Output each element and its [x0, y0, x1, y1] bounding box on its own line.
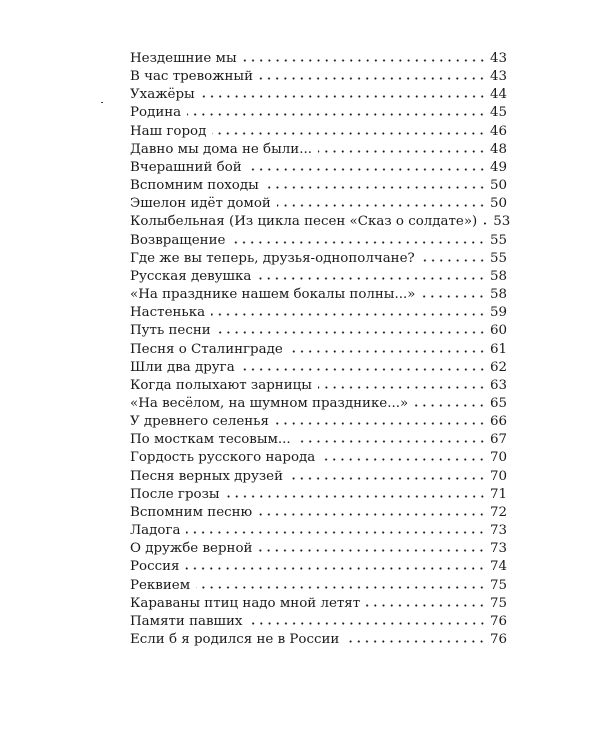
toc-entry-title: У древнего селенья — [130, 414, 269, 430]
toc-dot-leader — [249, 622, 487, 625]
toc-dot-leader — [277, 204, 486, 207]
toc-entry-page: 66 — [489, 414, 507, 430]
toc-entry-page: 58 — [489, 268, 507, 284]
toc-entry-title: Родина — [130, 105, 182, 121]
toc-entry-title: «На празднике нашем бокалы полны...» — [130, 287, 416, 303]
toc-dot-leader — [289, 350, 486, 353]
toc-entry-title: Шли два друга — [130, 359, 235, 375]
toc-entry-page: 59 — [489, 305, 507, 321]
toc-entry-title: Давно мы дома не были... — [130, 141, 312, 157]
toc-entry-page: 67 — [489, 432, 507, 448]
toc-entry-title: Вспомним походы — [130, 178, 259, 194]
toc-dot-leader — [257, 277, 486, 280]
toc-entry-page: 61 — [489, 341, 507, 357]
toc-dot-leader — [421, 295, 486, 298]
toc-entry — [130, 431, 507, 449]
toc-dot-leader — [196, 586, 486, 589]
toc-entry — [130, 413, 507, 431]
toc-entry-title: Когда полыхают зарницы — [130, 377, 312, 393]
toc-entry-page: 75 — [489, 595, 507, 611]
toc-dot-leader — [366, 604, 486, 607]
toc-entry — [130, 68, 507, 86]
toc-entry — [130, 322, 507, 340]
toc-entry-title: Ладога — [130, 523, 181, 539]
toc-entry-title: Ухажёры — [130, 87, 195, 103]
toc-dot-leader — [259, 77, 486, 80]
toc-entry-title: Вчерашний бой — [130, 159, 242, 175]
toc-entry-page: 65 — [489, 395, 507, 411]
toc-entry — [130, 268, 507, 286]
toc-entry-page: 53 — [493, 214, 511, 230]
toc-entry-title: Возвращение — [130, 232, 226, 248]
toc-dot-leader — [186, 531, 486, 534]
toc-dot-leader — [421, 259, 486, 262]
toc-entry-page: 73 — [489, 523, 507, 539]
toc-entry-page: 70 — [489, 450, 507, 466]
toc-entry — [130, 141, 507, 159]
toc-dot-leader — [241, 368, 486, 371]
toc-entry — [130, 468, 507, 486]
toc-entry-page: 73 — [489, 541, 507, 557]
toc-dot-leader — [201, 95, 486, 98]
toc-entry-page: 74 — [489, 559, 507, 575]
toc-dot-leader — [185, 567, 486, 570]
toc-entry-title: Песня о Сталинграде — [130, 341, 283, 357]
toc-entry — [130, 359, 507, 377]
toc-entry-title: Гордость русского народа — [130, 450, 316, 466]
toc-entry — [130, 377, 507, 395]
toc-entry-page: 50 — [489, 196, 507, 212]
toc-entry-page: 63 — [489, 377, 507, 393]
toc-dot-leader — [275, 422, 486, 425]
toc-entry — [130, 613, 507, 631]
toc-entry-title: Русская девушка — [130, 268, 252, 284]
toc-entry-title: Песня верных друзей — [130, 468, 284, 484]
toc-entry — [130, 449, 507, 467]
toc-entry-title: По мосткам тесовым... — [130, 432, 291, 448]
toc-entry — [130, 86, 507, 104]
toc-entry-page: 62 — [489, 359, 507, 375]
toc-entry — [130, 595, 507, 613]
toc-entry-title: Эшелон идёт домой — [130, 196, 271, 212]
toc-entry-title: «На весёлом, на шумном празднике...» — [130, 395, 409, 411]
toc-entry — [130, 304, 507, 322]
toc-entry-page: 58 — [489, 287, 507, 303]
toc-entry-title: Настенька — [130, 305, 206, 321]
toc-entry-page: 45 — [489, 105, 507, 121]
toc-entry-page: 76 — [489, 613, 507, 629]
toc-entry — [130, 522, 507, 540]
toc-entry — [130, 213, 511, 231]
toc-dot-leader — [265, 186, 486, 189]
toc-entry-title: Вспомним песню — [130, 504, 253, 520]
toc-entry-title: Памяти павших — [130, 613, 243, 629]
toc-dot-leader — [217, 331, 486, 334]
toc-dot-leader — [248, 168, 486, 171]
toc-entry-page: 44 — [489, 87, 507, 103]
toc-entry — [130, 577, 507, 595]
toc-entry-page: 72 — [489, 504, 507, 520]
toc-entry — [130, 286, 507, 304]
toc-entry-title: Если б я родился не в России — [130, 632, 340, 647]
toc-entry-title: О дружбе верной — [130, 541, 253, 557]
toc-entry — [130, 250, 507, 268]
toc-entry-title: Наш город — [130, 123, 207, 139]
stray-mark — [101, 102, 103, 103]
toc-dot-leader — [258, 513, 486, 516]
toc-dot-leader — [297, 440, 486, 443]
toc-dot-leader — [243, 59, 486, 62]
toc-entry-page: 43 — [489, 69, 507, 85]
toc-entry-title: Караваны птиц надо мной летят — [130, 595, 361, 611]
toc-dot-leader — [231, 241, 486, 244]
toc-entry-page: 60 — [489, 323, 507, 339]
toc-entry-page: 50 — [489, 178, 507, 194]
toc-entry — [130, 159, 507, 177]
toc-entry-page: 55 — [489, 250, 507, 266]
toc-entry-title: В час тревожный — [130, 69, 254, 85]
toc-entry-title: Путь песни — [130, 323, 211, 339]
table-of-contents — [130, 50, 511, 649]
toc-entry — [130, 195, 507, 213]
toc-dot-leader — [258, 549, 486, 552]
toc-entry — [130, 558, 507, 576]
toc-dot-leader — [483, 222, 489, 225]
toc-entry-title: После грозы — [130, 486, 220, 502]
toc-entry — [130, 486, 507, 504]
toc-entry-page: 49 — [489, 159, 507, 175]
toc-dot-leader — [289, 477, 486, 480]
toc-entry-page: 71 — [489, 486, 507, 502]
toc-entry-title: Реквием — [130, 577, 191, 593]
toc-entry — [130, 104, 507, 122]
toc-dot-leader — [318, 150, 486, 153]
toc-dot-leader — [321, 458, 486, 461]
toc-entry-title: Где же вы теперь, друзья-однополчане? — [130, 250, 415, 266]
toc-entry — [130, 232, 507, 250]
toc-entry-title: Колыбельная (Из цикла песен «Сказ о солдате») — [130, 214, 478, 230]
toc-entry-page: 43 — [489, 51, 507, 66]
toc-entry — [130, 50, 507, 68]
toc-entry — [130, 504, 507, 522]
toc-entry — [130, 540, 507, 558]
toc-entry-page: 70 — [489, 468, 507, 484]
toc-entry-page: 48 — [489, 141, 507, 157]
toc-entry — [130, 341, 507, 359]
toc-dot-leader — [414, 404, 486, 407]
toc-dot-leader — [226, 495, 486, 498]
toc-entry — [130, 395, 507, 413]
toc-entry-title: Нездешние мы — [130, 51, 237, 66]
toc-entry — [130, 123, 507, 141]
toc-entry-page: 76 — [489, 632, 507, 647]
toc-entry — [130, 177, 507, 195]
toc-entry-title: Россия — [130, 559, 180, 575]
toc-dot-leader — [345, 640, 486, 643]
toc-entry-page: 75 — [489, 577, 507, 593]
toc-entry — [130, 631, 507, 649]
toc-dot-leader — [318, 386, 486, 389]
toc-dot-leader — [211, 313, 486, 316]
toc-entry-page: 55 — [489, 232, 507, 248]
toc-entry-page: 46 — [489, 123, 507, 139]
toc-dot-leader — [212, 132, 486, 135]
toc-dot-leader — [187, 113, 486, 116]
